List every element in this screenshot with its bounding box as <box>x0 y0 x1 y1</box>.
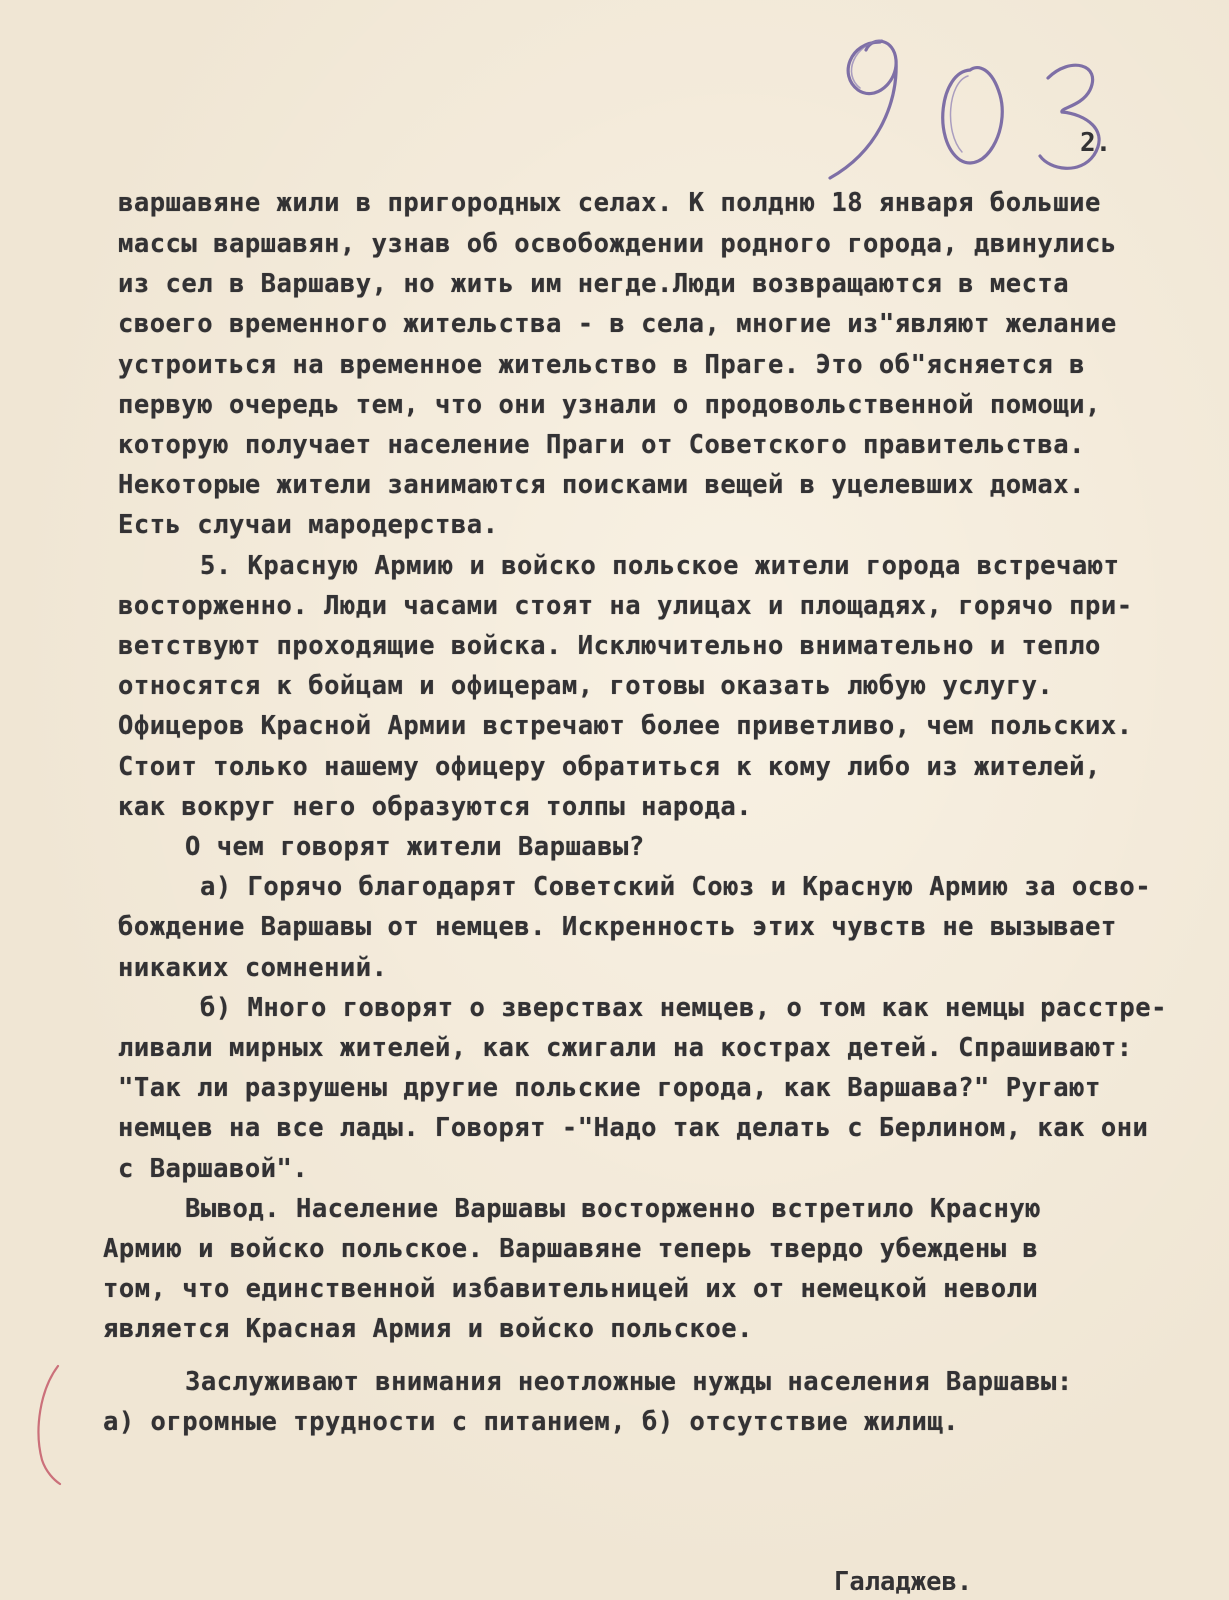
text-line: никаких сомнений. <box>118 953 388 983</box>
text-line: Некоторые жители занимаются поисками вещей в уцелевших домах. <box>118 470 1085 500</box>
text-line: первую очередь тем, что они узнали о продовольственной помощи, <box>118 390 1101 420</box>
text-line: Армию и войско польское. Варшавяне теперь твердо убеждены в <box>103 1234 1039 1264</box>
text-line: а) Горячо благодарят Советский Союз и Красную Армию за осво- <box>200 872 1152 902</box>
text-line: б) Много говорят о зверствах немцев, о том как немцы расстре- <box>200 993 1167 1023</box>
text-line: варшавяне жили в пригородных селах. К полдню 18 января большие <box>118 188 1101 218</box>
text-line: а) огромные трудности с питанием, б) отсутствие жилищ. <box>103 1407 960 1437</box>
text-line: немцев на все лады. Говорят -"Надо так делать с Берлином, как они <box>118 1113 1149 1143</box>
text-line: Заслуживают внимания неотложные нужды населения Варшавы: <box>185 1367 1073 1397</box>
text-line: восторженно. Люди часами стоят на улицах и площадях, горячо при- <box>118 591 1133 621</box>
text-line: 5. Красную Армию и войско польское жители города встречают <box>200 551 1120 581</box>
text-line: является Красная Армия и войско польское. <box>103 1314 753 1344</box>
text-line: Офицеров Красной Армии встречают более приветливо, чем польских. <box>118 711 1133 741</box>
page-number: 2. <box>1080 128 1112 158</box>
text-line: из сел в Варшаву, но жить им негде.Люди возвращаются в места <box>118 269 1070 299</box>
text-line: относятся к бойцам и офицерам, готовы оказать любую услугу. <box>118 671 1054 701</box>
text-line: Стоит только нашему офицеру обратиться к кому либо из жителей, <box>118 752 1101 782</box>
text-line: ветствуют проходящие войска. Исключительно внимательно и тепло <box>118 631 1101 661</box>
text-line: "Так ли разрушены другие польские города, как Варшава?" Ругают <box>118 1073 1101 1103</box>
signature: Галаджев. <box>834 1567 973 1597</box>
red-margin-mark <box>28 1360 68 1490</box>
text-line: О чем говорят жители Варшавы? <box>185 832 645 862</box>
text-line: том, что единственной избавительницей их от немецкой неволи <box>103 1274 1039 1304</box>
text-line: бождение Варшавы от немцев. Искренность этих чувств не вызывает <box>118 912 1117 942</box>
text-line: которую получает население Праги от Советского правительства. <box>118 430 1085 460</box>
text-line: Есть случаи мародерства. <box>118 510 499 540</box>
text-line: с Варшавой". <box>118 1154 309 1184</box>
text-line: Вывод. Население Варшавы восторженно встретило Красную <box>185 1194 1042 1224</box>
text-line: массы варшавян, узнав об освобождении родного города, двинулись <box>118 229 1117 259</box>
text-line: как вокруг него образуются толпы народа. <box>118 792 753 822</box>
text-line: своего временного жительства - в села, многие из"являют желание <box>118 309 1117 339</box>
text-line: ливали мирных жителей, как сжигали на кострах детей. Спрашивают: <box>118 1033 1133 1063</box>
text-line: устроиться на временное жительство в Праге. Это об"ясняется в <box>118 350 1085 380</box>
